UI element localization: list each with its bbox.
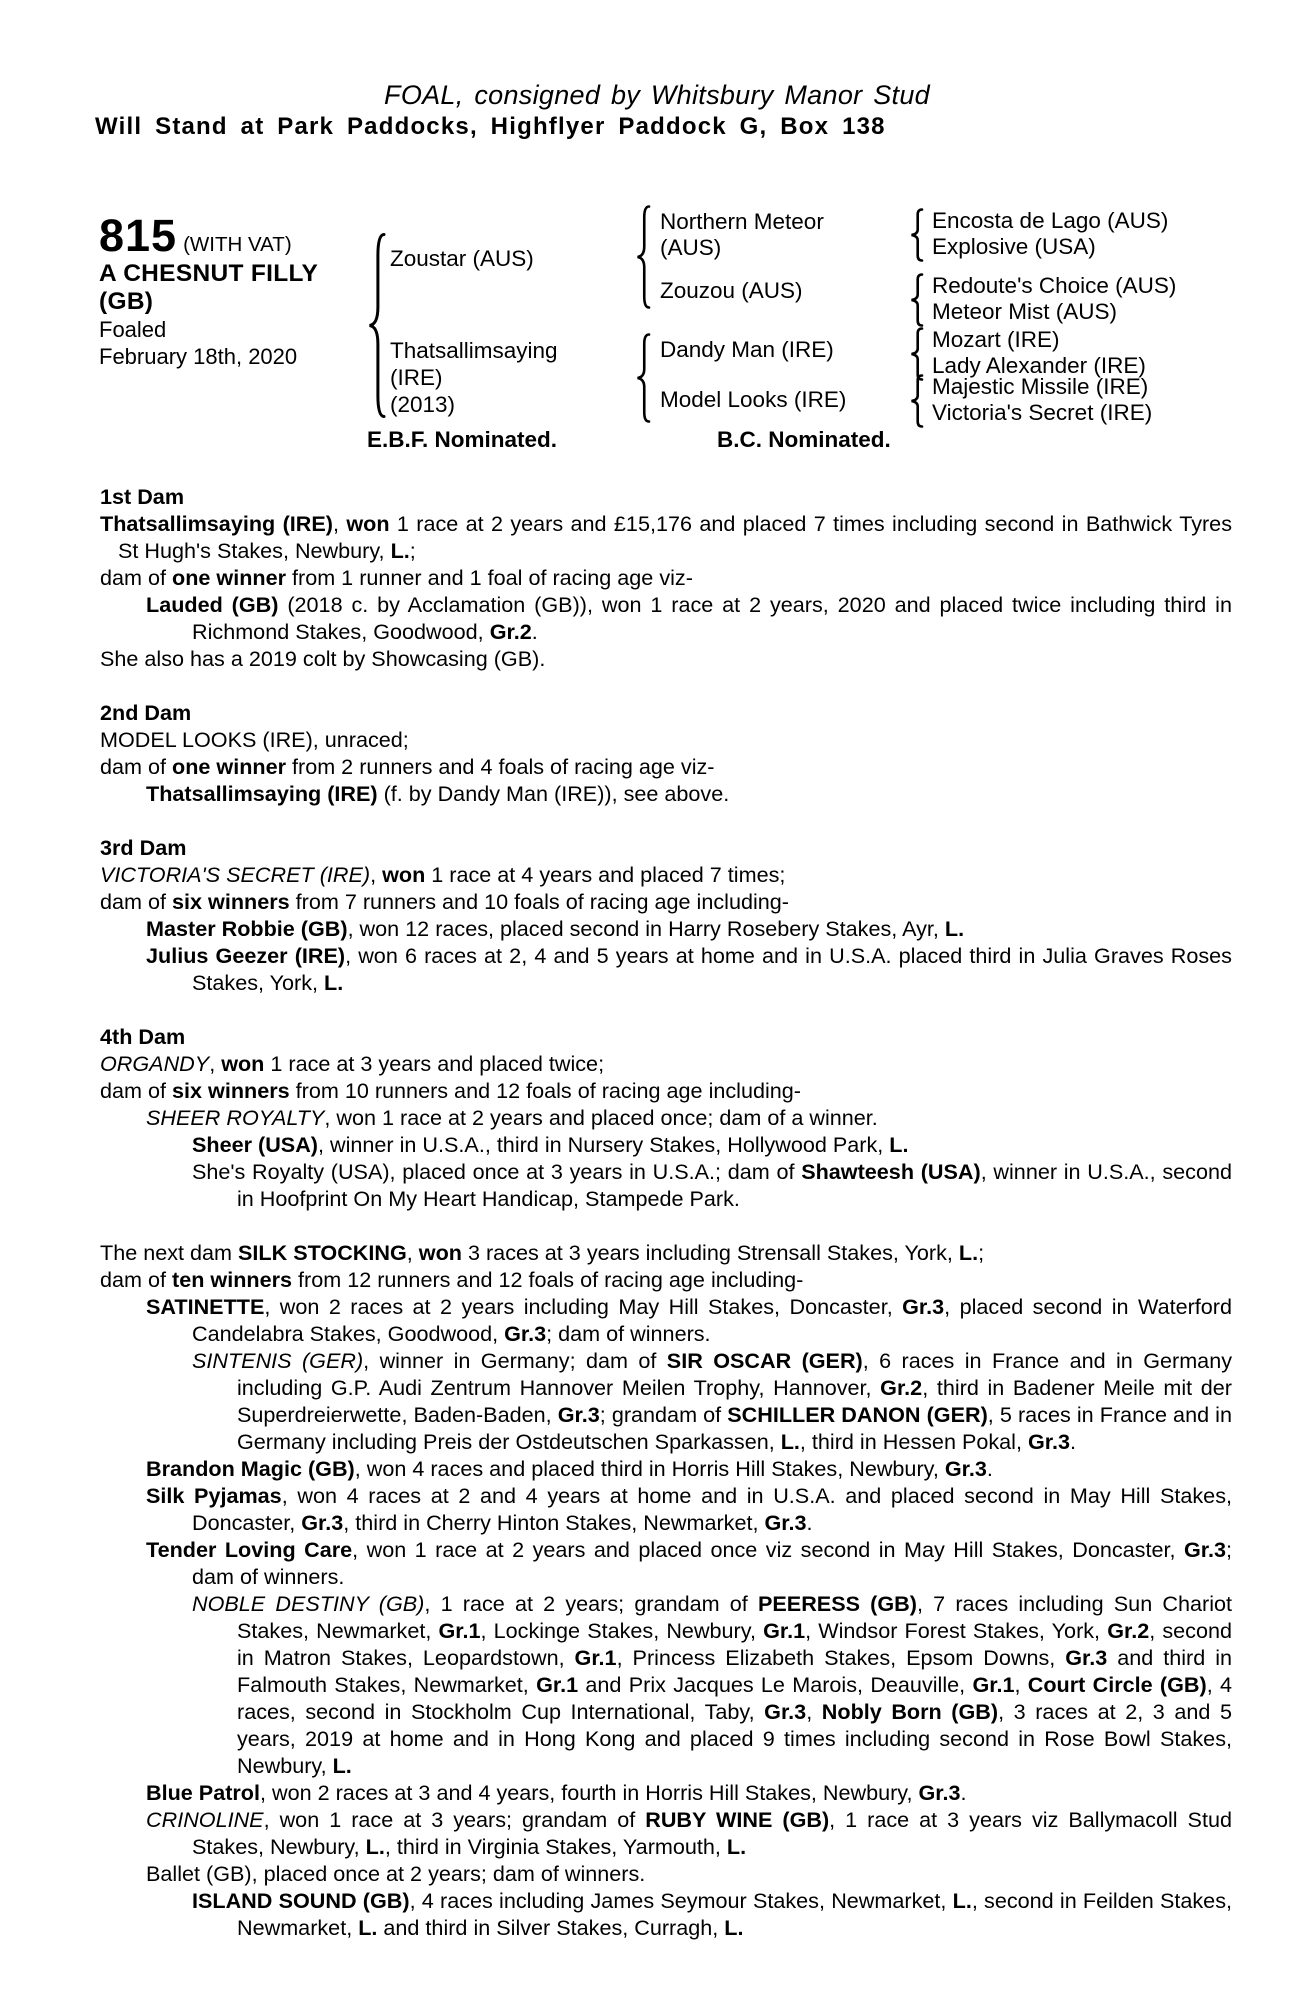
lot-number-row bbox=[99, 210, 384, 261]
catalog-paragraph: Brandon Magic (GB), won 4 races and placed third in Horris Hill Stakes, Newbury, Gr.3. bbox=[146, 1456, 993, 1481]
ggp-name: Victoria's Secret (IRE) bbox=[932, 400, 1153, 425]
dam-dam-name: Model Looks (IRE) bbox=[660, 387, 847, 412]
sire-sire-line1: Northern Meteor bbox=[660, 209, 824, 234]
section-title: 2nd Dam bbox=[100, 700, 192, 725]
catalog-paragraph: Sheer (USA), winner in U.S.A., third in Nursery Stakes, Hollywood Park, L. bbox=[192, 1132, 909, 1157]
catalog-paragraph: SINTENIS (GER), winner in Germany; dam of SIR OSCAR (GER), 6 races in France and in Germany including G.P. Audi Zentrum Hannover Meilen Trophy, Hannover, Gr.2, third in Badener Meile mit der Superdreierwette, Baden-Baden, Gr.3; grandam of SCHILLER DANON (GER), 5 races in France and in Germany including Preis der Ostdeutschen Sparkassen, L., third in Hessen Pokal, Gr.3. bbox=[192, 1348, 1232, 1454]
catalog-paragraph: CRINOLINE, won 1 race at 3 years; grandam of RUBY WINE (GB), 1 race at 3 years viz Ballymacoll Stud Stakes, Newbury, L., third in Virginia Stakes, Yarmouth, L. bbox=[146, 1807, 1232, 1859]
catalog-text bbox=[100, 483, 1232, 1941]
catalog-paragraph: VICTORIA'S SECRET (IRE), won 1 race at 4 years and placed 7 times; bbox=[100, 862, 786, 887]
catalog-paragraph: Julius Geezer (IRE), won 6 races at 2, 4 and 5 years at home and in U.S.A. placed third in Julia Graves Roses Stakes, York, L. bbox=[146, 943, 1232, 995]
catalog-paragraph: Ballet (GB), placed once at 2 years; dam of winners. bbox=[146, 1861, 646, 1886]
section-title: 4th Dam bbox=[100, 1024, 186, 1049]
pedigree-brace-sire-parents bbox=[636, 205, 651, 309]
catalog-paragraph: dam of six winners from 10 runners and 12 foals of racing age including- bbox=[100, 1078, 801, 1103]
sire-sire-name bbox=[660, 209, 824, 261]
catalog-paragraph: Master Robbie (GB), won 12 races, placed second in Harry Rosebery Stakes, Ayr, L. bbox=[146, 916, 965, 941]
sire-sire-line2: (AUS) bbox=[660, 235, 722, 260]
lot-block bbox=[99, 210, 384, 370]
catalog-paragraph: Blue Patrol, won 2 races at 3 and 4 years, fourth in Horris Hill Stakes, Newbury, Gr.3. bbox=[146, 1780, 967, 1805]
pedigree-block bbox=[0, 200, 1314, 483]
dam-section-5 bbox=[100, 1239, 1232, 1941]
horse-description-line1: A CHESNUT FILLY bbox=[99, 260, 319, 287]
dam-name bbox=[390, 337, 558, 418]
horse-description-line2: (GB) bbox=[99, 288, 154, 315]
pedigree-brace-dam-parents bbox=[636, 333, 651, 423]
ggp-name: Encosta de Lago (AUS) bbox=[932, 208, 1169, 233]
catalog-paragraph: ISLAND SOUND (GB), 4 races including James Seymour Stakes, Newmarket, L., second in Feilden Stakes, Newmarket, L. and third in Silver Stakes, Curragh, L. bbox=[192, 1888, 1232, 1940]
dam-sire-name: Dandy Man (IRE) bbox=[660, 337, 834, 362]
ggp-name: Lady Alexander (IRE) bbox=[932, 353, 1146, 378]
dam-name-line2: (IRE) bbox=[390, 365, 443, 390]
catalog-paragraph: Lauded (GB) (2018 c. by Acclamation (GB)), won 1 race at 2 years, 2020 and placed twice including third in Richmond Stakes, Goodwood, Gr.2. bbox=[146, 592, 1232, 644]
ggp-name: Majestic Missile (IRE) bbox=[932, 374, 1149, 399]
catalog-paragraph: NOBLE DESTINY (GB), 1 race at 2 years; grandam of PEERESS (GB), 7 races including Sun Chariot Stakes, Newmarket, Gr.1, Lockinge Stakes, Newbury, Gr.1, Windsor Forest Stakes, York, Gr.2, second in Matron Stakes, Leopardstown, Gr.1, Princess Elizabeth Stakes, Epsom Downs, Gr.3 and third in Falmouth Stakes, Newmarket, Gr.1 and Prix Jacques Le Marois, Deauville, Gr.1, Court Circle (GB), 4 races, second in Stockholm Cup International, Taby, Gr.3, Nobly Born (GB), 3 races at 2, 3 and 5 years, 2019 at home and in Hong Kong and placed 9 times including second in Rose Bowl Stakes, Newbury, L. bbox=[192, 1591, 1233, 1778]
catalog-paragraph: dam of ten winners from 12 runners and 12 foals of racing age including- bbox=[100, 1267, 804, 1292]
dam-name-line1: Thatsallimsaying bbox=[390, 338, 558, 363]
consignment-line: FOAL, consigned by Whitsbury Manor Stud bbox=[384, 80, 930, 110]
catalog-paragraph: Tender Loving Care, won 1 race at 2 years and placed once viz second in May Hill Stakes, Doncaster, Gr.3; dam of winners. bbox=[146, 1537, 1232, 1589]
bc-nomination: B.C. Nominated. bbox=[717, 427, 891, 452]
foaled-label: Foaled bbox=[99, 317, 167, 342]
catalog-paragraph: She's Royalty (USA), placed once at 3 years in U.S.A.; dam of Shawteesh (USA), winner in U.S.A., second in Hoofprint On My Heart Handicap, Stampede Park. bbox=[192, 1159, 1233, 1211]
catalog-paragraph: ORGANDY, won 1 race at 3 years and placed twice; bbox=[100, 1051, 605, 1076]
pedigree-brace-ggp-2 bbox=[910, 273, 924, 327]
catalog-paragraph: MODEL LOOKS (IRE), unraced; bbox=[100, 727, 409, 752]
dam-section-1 bbox=[100, 483, 1232, 672]
catalog-paragraph: dam of one winner from 2 runners and 4 foals of racing age viz- bbox=[100, 754, 715, 779]
vat-label: (WITH VAT) bbox=[183, 233, 292, 256]
pedigree-brace-ggp-3 bbox=[910, 327, 924, 381]
catalog-paragraph: Silk Pyjamas, won 4 races at 2 and 4 years at home and in U.S.A. and placed second in May Hill Stakes, Doncaster, Gr.3, third in Cherry Hinton Stakes, Newmarket, Gr.3. bbox=[146, 1483, 1232, 1535]
dam-name-line3: (2013) bbox=[390, 392, 456, 417]
catalog-paragraph: SATINETTE, won 2 races at 2 years including May Hill Stakes, Doncaster, Gr.3, placed second in Waterford Candelabra Stakes, Goodwood, Gr.3; dam of winners. bbox=[146, 1294, 1232, 1346]
ggp-name: Mozart (IRE) bbox=[932, 327, 1060, 352]
catalog-paragraph: dam of six winners from 7 runners and 10 foals of racing age including- bbox=[100, 889, 789, 914]
ebf-nomination: E.B.F. Nominated. bbox=[367, 427, 558, 452]
catalog-paragraph: SHEER ROYALTY, won 1 race at 2 years and placed once; dam of a winner. bbox=[146, 1105, 878, 1130]
section-title: 3rd Dam bbox=[100, 835, 187, 860]
pedigree-brace-ggp-1 bbox=[910, 208, 924, 262]
pedigree-brace-ggp-4 bbox=[910, 374, 924, 428]
ggp-pair-4 bbox=[932, 374, 1152, 426]
stand-location-line: Will Stand at Park Paddocks, Highflyer Paddock G, Box 138 bbox=[95, 113, 886, 140]
sire-dam-name: Zouzou (AUS) bbox=[660, 278, 803, 303]
ggp-name: Redoute's Choice (AUS) bbox=[932, 273, 1177, 298]
lot-number: 815 bbox=[99, 210, 178, 261]
catalog-paragraph: The next dam SILK STOCKING, won 3 races at 3 years including Strensall Stakes, York, L.; bbox=[100, 1240, 985, 1265]
ggp-pair-3 bbox=[932, 327, 1146, 379]
ggp-name: Explosive (USA) bbox=[932, 234, 1096, 259]
sire-name: Zoustar (AUS) bbox=[390, 246, 534, 271]
dam-section-4 bbox=[100, 1023, 1232, 1212]
catalog-paragraph: She also has a 2019 colt by Showcasing (GB). bbox=[100, 646, 546, 671]
catalog-paragraph: Thatsallimsaying (IRE) (f. by Dandy Man (IRE)), see above. bbox=[146, 781, 730, 806]
dam-section-3 bbox=[100, 834, 1232, 996]
ggp-pair-2 bbox=[932, 273, 1176, 325]
dam-section-2 bbox=[100, 699, 1232, 807]
catalog-paragraph: dam of one winner from 1 runner and 1 foal of racing age viz- bbox=[100, 565, 693, 590]
section-title: 1st Dam bbox=[100, 484, 185, 509]
foaled-date: February 18th, 2020 bbox=[99, 344, 298, 369]
ggp-pair-1 bbox=[932, 208, 1168, 260]
pedigree-brace-parents bbox=[368, 233, 386, 418]
catalog-paragraph: Thatsallimsaying (IRE), won 1 race at 2 years and £15,176 and placed 7 times including second in Bathwick Tyres St Hugh's Stakes, Newbury, L.; bbox=[100, 511, 1232, 563]
ggp-name: Meteor Mist (AUS) bbox=[932, 299, 1118, 324]
